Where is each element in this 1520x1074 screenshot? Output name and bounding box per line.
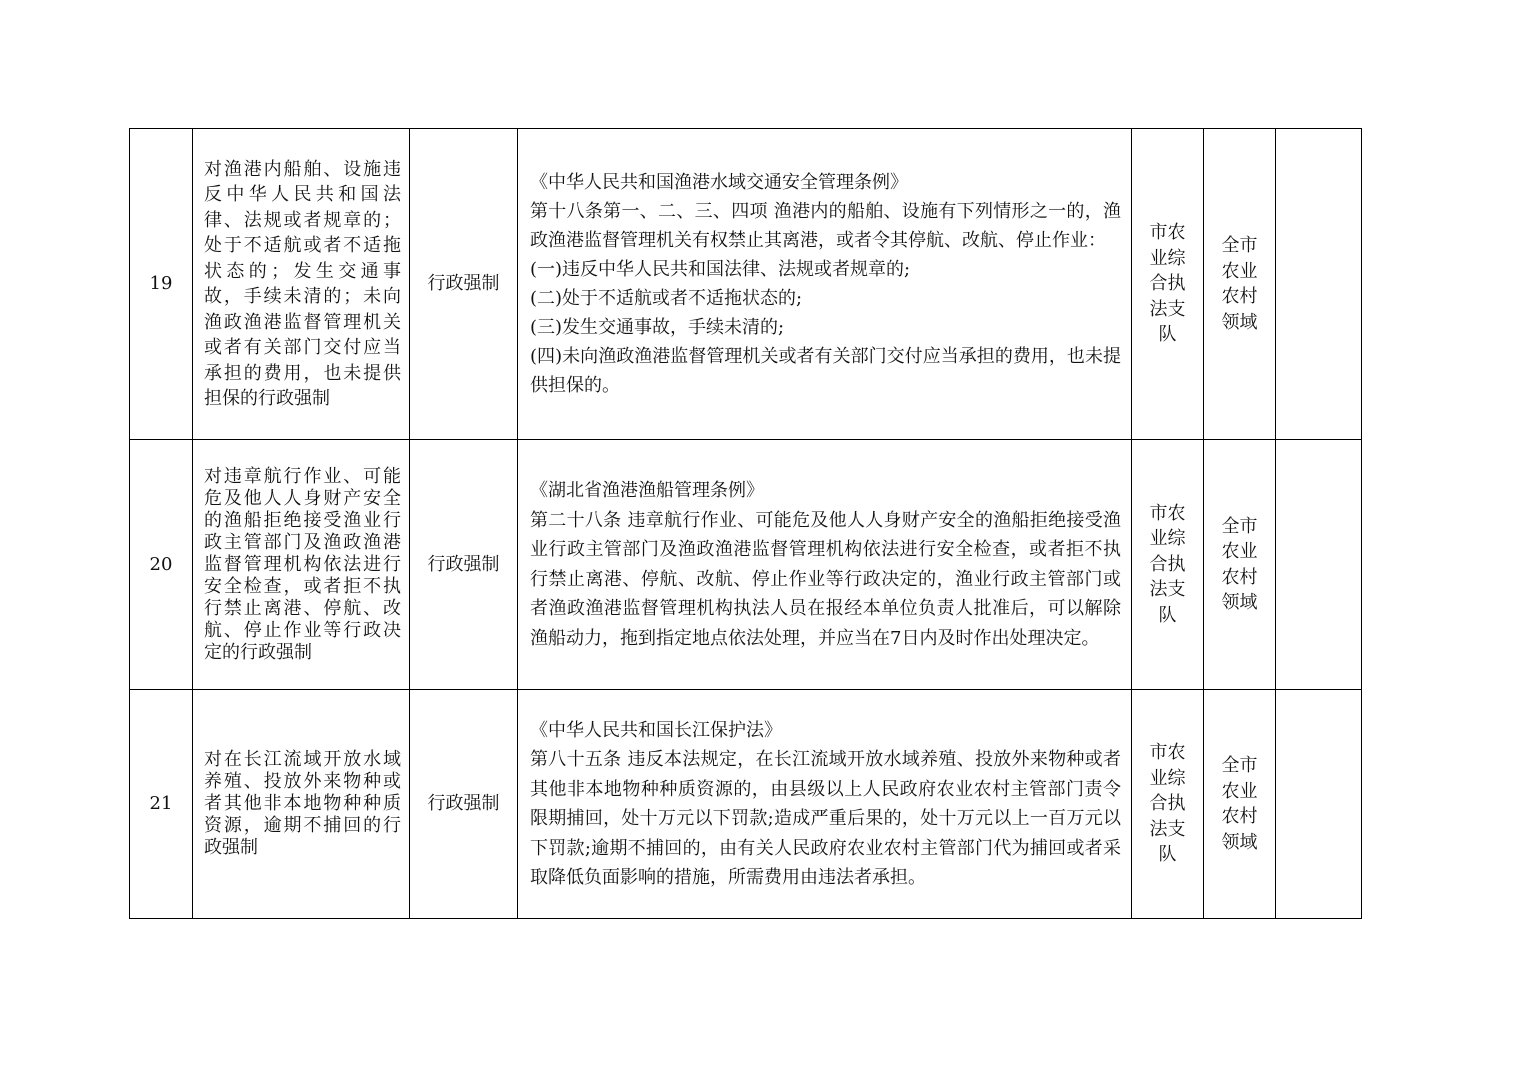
table-row [130, 440, 1362, 690]
basis-article: 第八十五条 违反本法规定，在长江流域开放水域养殖、投放外来物种或者其他非本地物种种质资源的，由县级以上人民政府农业农村主管部门责令限期捕回，处十万元以下罚款;造成严重后果的，处十万元以上一百万元以下罚款;逾期不捕回的，由有关人民政府农业农村主管部门代为捕回或者采取降低负面影响的措施，所需费用由违法者承担。 [530, 749, 1121, 888]
applicable-scope-text: 全市农业农村领域 [1221, 235, 1258, 333]
power-type: 行政强制 [410, 690, 518, 919]
implementing-body [1132, 690, 1204, 919]
remark-cell [1276, 690, 1362, 919]
table-row [130, 690, 1362, 919]
basis-law-title: 《中华人民共和国长江保护法》 [530, 719, 782, 741]
basis-article: 第二十八条 违章航行作业、可能危及他人人身财产安全的渔船拒绝接受渔业行政主管部门及渔政渔港监督管理机构依法进行安全检查，或者拒不执行禁止离港、停航、改航、停止作业等行政决定的，渔业行政主管部门或者渔政渔港监督管理机构执法人员在报经本单位负责人批准后，可以解除渔船动力，拖到指定地点依法处理，并应当在7日内及时作出处理决定。 [530, 509, 1121, 649]
applicable-scope-text: 全市农业农村领域 [1221, 755, 1258, 853]
row-number: 19 [130, 129, 193, 440]
table-row [130, 129, 1362, 440]
applicable-scope [1204, 440, 1276, 690]
legal-basis [518, 440, 1132, 690]
implementing-body [1132, 129, 1204, 440]
matter-text: 对在长江流域开放水域养殖、投放外来物种或者其他非本地物种种质资源，逾期不捕回的行政强制 [204, 749, 401, 858]
basis-law-title: 《中华人民共和国渔港水域交通安全管理条例》 [530, 172, 908, 193]
implementing-body-text: 市农业综合执法支队 [1149, 222, 1186, 346]
basis-item: (二)处于不适航或者不适拖状态的; [530, 288, 803, 309]
legal-basis [518, 690, 1132, 919]
implementing-body-text: 市农业综合执法支队 [1149, 742, 1186, 866]
row-number: 20 [130, 440, 193, 690]
basis-article: 第十八条第一、二、三、四项 渔港内的船舶、设施有下列情形之一的，渔政渔港监督管理机关有权禁止其离港，或者令其停航、改航、停止作业： [530, 201, 1121, 251]
remark-cell [1276, 129, 1362, 440]
power-type: 行政强制 [410, 129, 518, 440]
implementing-body [1132, 440, 1204, 690]
applicable-scope-text: 全市农业农村领域 [1221, 515, 1258, 613]
matter-name [193, 440, 410, 690]
applicable-scope [1204, 129, 1276, 440]
basis-item: (四)未向渔政渔港监督管理机关或者有关部门交付应当承担的费用，也未提供担保的。 [530, 346, 1121, 396]
remark-cell [1276, 440, 1362, 690]
power-list-table [129, 128, 1362, 919]
basis-item: (三)发生交通事故，手续未清的; [530, 317, 785, 338]
power-type: 行政强制 [410, 440, 518, 690]
basis-law-title: 《湖北省渔港渔船管理条例》 [530, 480, 764, 501]
matter-text: 对违章航行作业、可能危及他人人身财产安全的渔船拒绝接受渔业行政主管部门及渔政渔港监督管理机构依法进行安全检查，或者拒不执行禁止离港、停航、改航、停止作业等行政决定的行政强制 [204, 465, 401, 663]
basis-item: (一)违反中华人民共和国法律、法规或者规章的; [530, 259, 911, 280]
implementing-body-text: 市农业综合执法支队 [1149, 502, 1186, 626]
matter-name [193, 690, 410, 919]
row-number: 21 [130, 690, 193, 919]
matter-name [193, 129, 410, 440]
applicable-scope [1204, 690, 1276, 919]
legal-basis [518, 129, 1132, 440]
matter-text: 对渔港内船舶、设施违反中华人民共和国法律、法规或者规章的；处于不适航或者不适拖状态的；发生交通事故，手续未清的；未向渔政渔港监督管理机关或者有关部门交付应当承担的费用，也未提供担保的行政强制 [204, 158, 401, 409]
